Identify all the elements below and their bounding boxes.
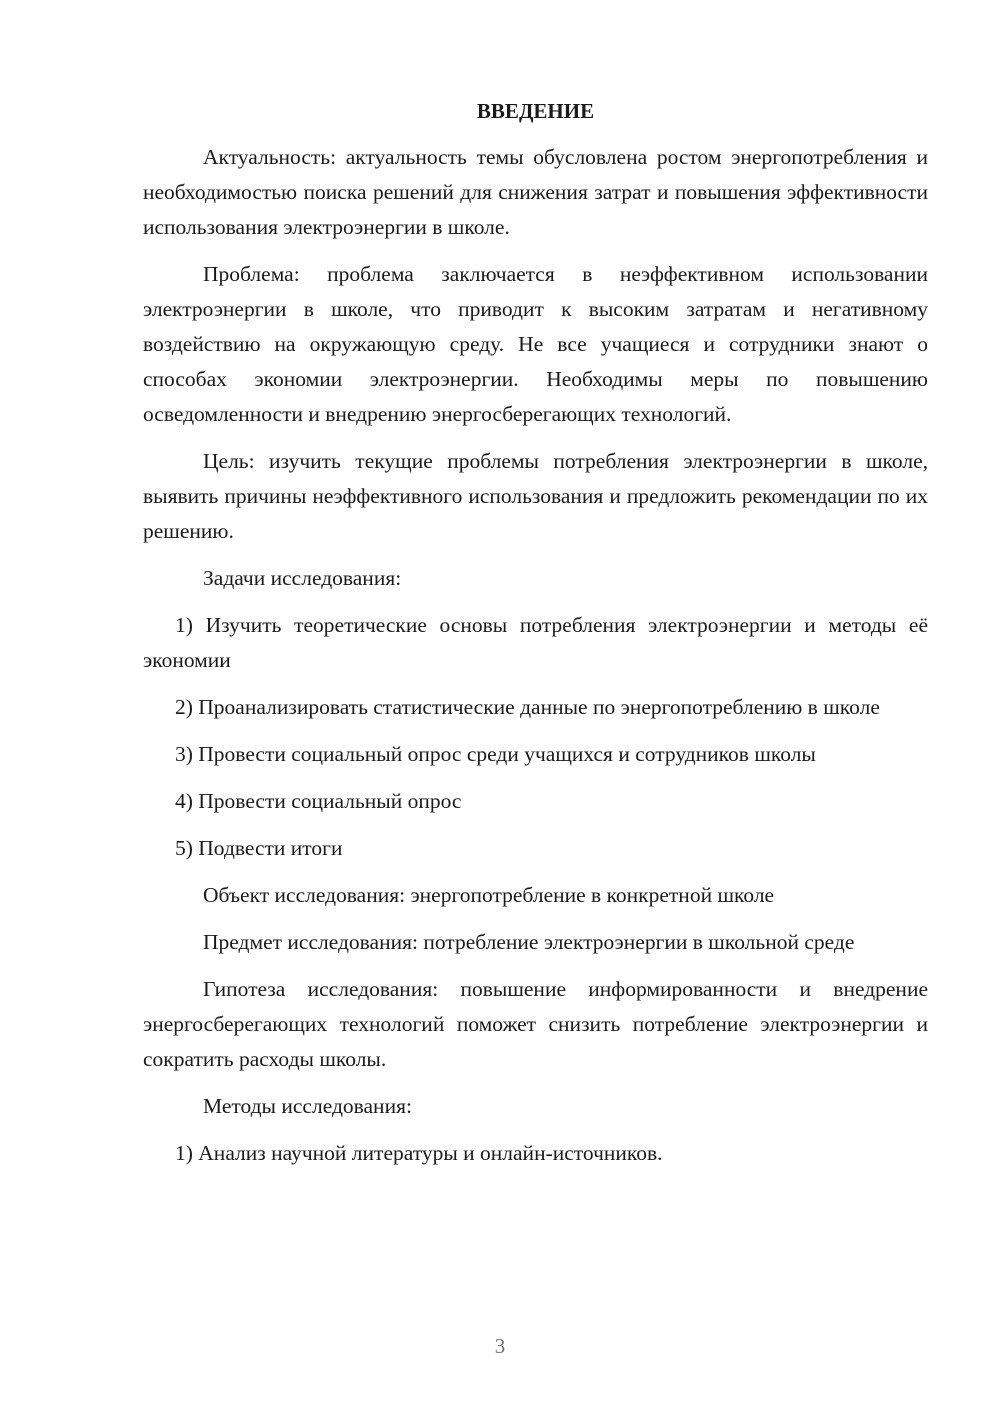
problem-paragraph: Проблема: проблема заключается в неэффективном использовании электроэнергии в школе, что приводит к высоким затратам и негативному воздействию на окружающую среду. Не все учащиеся и сотрудники знают о способах экономии электроэнергии. Необходимы меры по повышению осведомленности и внедрению энергосберегающих технологий. bbox=[143, 262, 928, 426]
document-page bbox=[143, 96, 928, 1171]
methods-heading: Методы исследования: bbox=[203, 1094, 412, 1118]
tasks-heading: Задачи исследования: bbox=[203, 566, 402, 590]
subject-paragraph: Предмет исследования: потребление электроэнергии в школьной среде bbox=[203, 930, 855, 954]
task-item-2: 2) Проанализировать статистические данные по энергопотреблению в школе bbox=[175, 695, 880, 719]
task-item-5: 5) Подвести итоги bbox=[175, 836, 343, 860]
object-paragraph: Объект исследования: энергопотребление в конкретной школе bbox=[203, 883, 775, 907]
task-item-1: 1) Изучить теоретические основы потребления электроэнергии и методы её экономии bbox=[143, 613, 928, 672]
task-item-3: 3) Провести социальный опрос среди учащихся и сотрудников школы bbox=[175, 742, 816, 766]
section-heading: ВВЕДЕНИЕ bbox=[476, 99, 595, 123]
goal-paragraph: Цель: изучить текущие проблемы потребления электроэнергии в школе, выявить причины неэффективного использования и предложить рекомендации по их решению. bbox=[143, 449, 928, 543]
method-item-1: 1) Анализ научной литературы и онлайн-источников. bbox=[175, 1141, 663, 1165]
page-number: 3 bbox=[494, 1334, 506, 1358]
task-item-4: 4) Провести социальный опрос bbox=[175, 789, 462, 813]
hypothesis-paragraph: Гипотеза исследования: повышение информированности и внедрение энергосберегающих технологий поможет снизить потребление электроэнергии и сократить расходы школы. bbox=[143, 977, 928, 1071]
relevance-paragraph: Актуальность: актуальность темы обусловлена ростом энергопотребления и необходимостью поиска решений для снижения затрат и повышения эффективности использования электроэнергии в школе. bbox=[143, 145, 928, 239]
